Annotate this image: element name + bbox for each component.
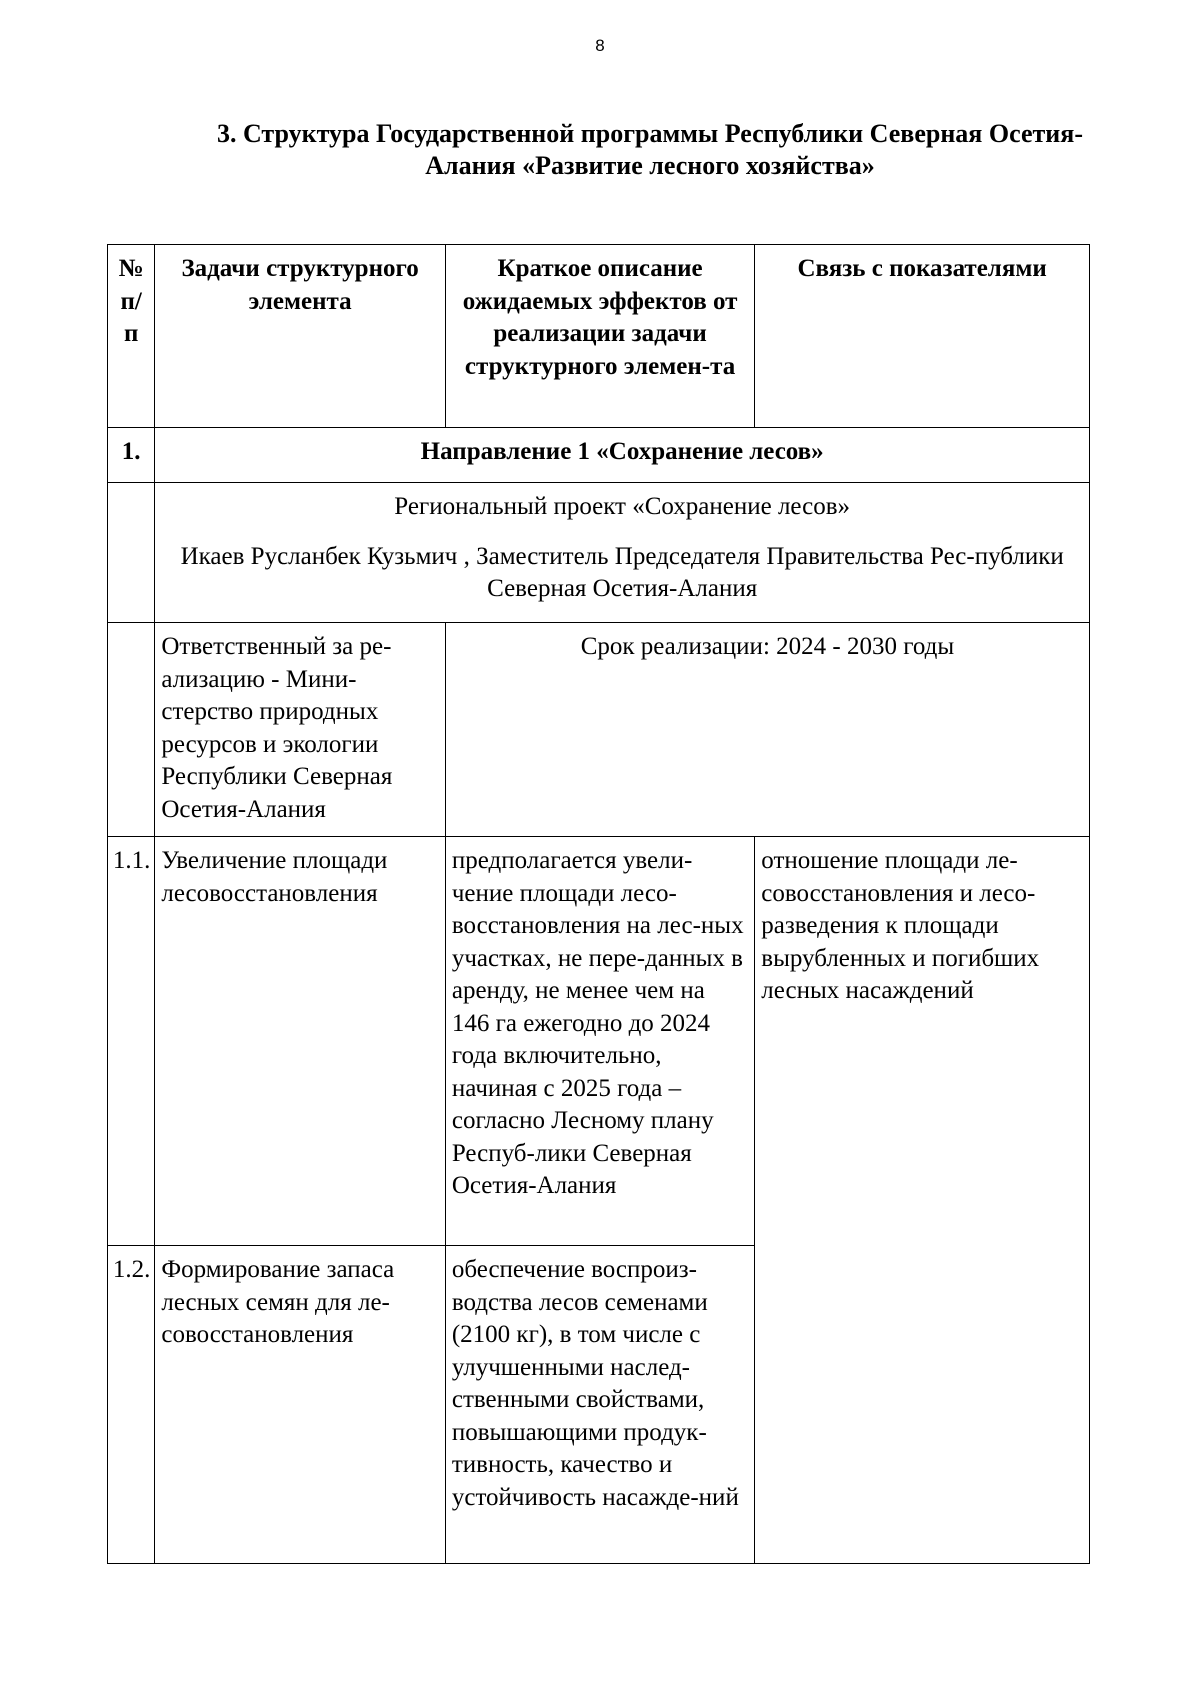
direction-title: Направление 1 «Сохранение лесов»: [155, 428, 1090, 483]
page-number: 8: [595, 36, 605, 55]
implementation-period: Срок реализации: 2024 - 2030 годы: [445, 623, 1089, 837]
row-num: 1.2.: [108, 1246, 155, 1564]
row-task: Формирование запаса лесных семян для ле-совосстановления: [155, 1246, 445, 1564]
section-title: 3. Структура Государственной программы Республики Северная Осетия-Алания «Развитие лесного хозяйства»: [217, 119, 1083, 180]
table-header-row: [108, 245, 1090, 428]
header-num: № п/п: [108, 245, 155, 428]
responsible-row: [108, 623, 1090, 837]
row-effect: предполагается увели-чение площади лесо-восстановления на лес-ных участках, не пере-данных в аренду, не менее чем на 146 га ежегодно до 2024 года включительно, начиная с 2025 года – согласно Лесному плану Респуб-лики Северная Осетия-Алания: [445, 837, 754, 1246]
row-task: Увеличение площади лесовосстановления: [155, 837, 445, 1246]
direction-row: [108, 428, 1090, 483]
project-row: [108, 483, 1090, 623]
project-num-cell: [108, 483, 155, 623]
responsible-num-cell: [108, 623, 155, 837]
project-cell: [155, 483, 1090, 623]
header-link: Связь с показателями: [755, 245, 1090, 428]
project-curator: Икаев Русланбек Кузьмич , Заместитель Председателя Правительства Рес-публики Северная Осетия-Алания: [180, 542, 1064, 602]
responsible-text: Ответственный за ре-ализацию - Мини-стерство природных ресурсов и экологии Республики Северная Осетия-Алания: [155, 623, 445, 837]
header-task: Задачи структурного элемента: [155, 245, 445, 428]
row-num: 1.1.: [108, 837, 155, 1246]
row-indicator-link: отношение площади ле-совосстановления и лесо-разведения к площади вырубленных и погибших лесных насаждений: [755, 837, 1090, 1564]
structure-table: [107, 244, 1090, 1564]
table-row: [108, 837, 1090, 1246]
row-effect: обеспечение воспроиз-водства лесов семенами (2100 кг), в том числе с улучшенными наслед-ственными свойствами, повышающими продук-тивность, качество и устойчивость насажде-ний: [445, 1246, 754, 1564]
direction-num: 1.: [108, 428, 155, 483]
header-effect: Краткое описание ожидаемых эффектов от реализации задачи структурного элемен-та: [445, 245, 754, 428]
project-name: Региональный проект «Сохранение лесов»: [394, 493, 851, 520]
